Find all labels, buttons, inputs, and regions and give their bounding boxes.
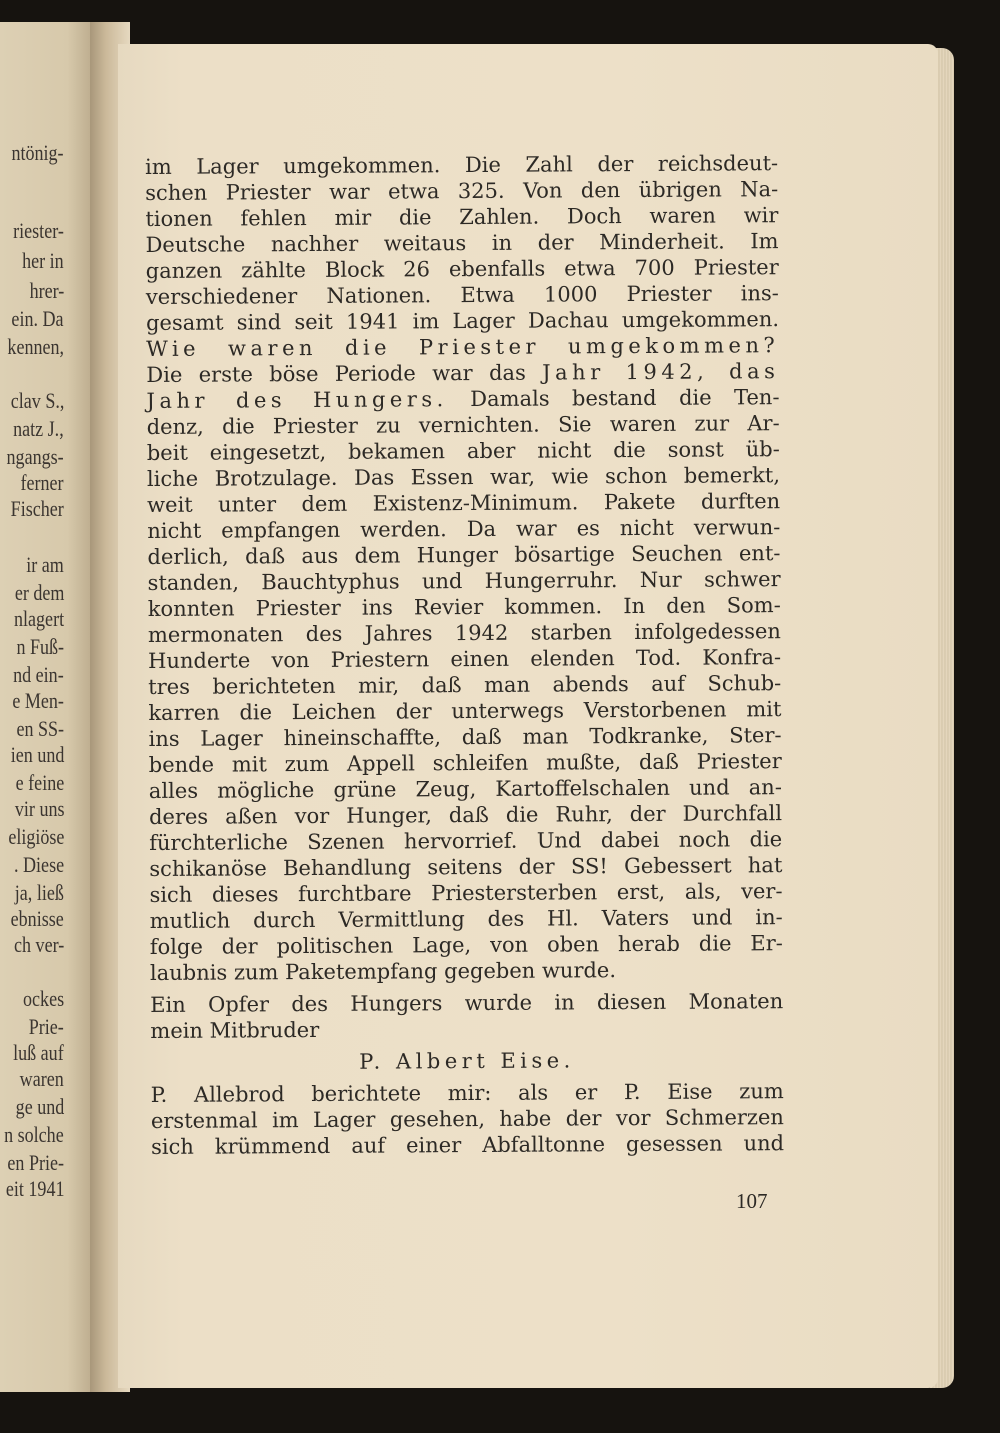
- body-line: tres berichteten mir, daß man abends auf Schub-: [148, 671, 782, 699]
- body-line: sich krümmend auf einer Abfalltonne gesessen und: [150, 1131, 785, 1159]
- left-page-fragment: e feine: [15, 770, 64, 795]
- body-line: ganzen zählte Block 26 ebenfalls etwa 700 Priester: [145, 255, 779, 283]
- body-line-mixed: [146, 384, 779, 414]
- left-page-fragment: en Prie-: [7, 1150, 64, 1175]
- body-line-mixed: [146, 358, 779, 388]
- hunger-line-rest: Damals bestand die Ten-: [470, 385, 780, 412]
- body-line: Deutsche nachher weitaus in der Minderheit. Im: [145, 229, 779, 257]
- left-page-fragment: nd ein-: [13, 662, 64, 687]
- left-page-fragment: kennen,: [7, 334, 64, 359]
- left-page-fragment: e Men-: [12, 688, 64, 713]
- body-line: denz, die Priester zu vernichten. Sie waren zur Ar-: [146, 411, 780, 439]
- body-line: sich dieses furchtbare Priestersterben erst, als, ver-: [149, 879, 783, 907]
- left-page-fragment: ien und: [10, 742, 64, 767]
- left-page-text-fragments: [0, 22, 96, 1392]
- left-page-fragment: natz J.,: [13, 416, 64, 441]
- body-line: Hunderte von Priestern einen elenden Tod. Konfra-: [148, 645, 782, 673]
- left-page-fragment: ein. Da: [11, 306, 64, 331]
- body-line: derlich, daß aus dem Hunger bösartige Seuchen ent-: [147, 541, 781, 569]
- body-line: tionen fehlen mir die Zahlen. Doch waren wir: [145, 203, 779, 231]
- person-name-spaced: P. Albert Eise.: [359, 1048, 575, 1074]
- body-line: folge der politischen Lage, von oben herab die Er-: [149, 931, 783, 959]
- body-line: fürchterliche Szenen hervorrief. Und dabei noch die: [149, 827, 783, 855]
- body-line: standen, Bauchtyphus und Hungerruhr. Nur schwer: [147, 567, 781, 595]
- body-line: bende mit zum Appell schleifen mußte, daß Priester: [148, 749, 782, 777]
- body-line: mermonaten des Jahres 1942 starben infolgedessen: [147, 619, 781, 647]
- body-line: mutlich durch Vermittlung des Hl. Vaters und in-: [149, 905, 783, 933]
- period-intro: Die erste böse Periode war das: [146, 360, 526, 387]
- left-page-fragment: n solche: [4, 1122, 64, 1147]
- body-line: nicht empfangen werden. Da war es nicht verwun-: [147, 515, 781, 543]
- left-page-fragment: . Diese: [13, 852, 64, 877]
- left-page-fragment: clav S.,: [10, 388, 64, 413]
- body-line: P. Allebrod berichtete mir: als er P. Eise zum: [150, 1079, 784, 1107]
- left-page-fragment: Fischer: [10, 496, 64, 521]
- left-page-fragment: ngangs-: [6, 444, 64, 469]
- left-page-fragment: en SS-: [16, 716, 64, 741]
- left-page-fragment: Prie-: [28, 1014, 64, 1039]
- body-line: beit eingesetzt, bekamen aber nicht die sonst üb-: [146, 437, 780, 465]
- left-facing-page: [0, 22, 96, 1392]
- body-line: laubnis zum Paketempfang gegeben wurde.: [149, 958, 617, 985]
- left-page-fragment: ockes: [22, 986, 64, 1011]
- left-page-fragment: er dem: [14, 580, 64, 605]
- page-number: 107: [736, 1189, 768, 1213]
- body-line: ins Lager hineinschaffte, daß man Todkranke, Ster-: [148, 723, 782, 751]
- body-line: deres aßen vor Hunger, daß die Ruhr, der Durchfall: [148, 801, 783, 829]
- left-page-fragment: n Fuß-: [16, 634, 64, 659]
- body-line: schen Priester war etwa 325. Von den übrigen Na-: [145, 177, 779, 205]
- page-body: [145, 150, 784, 1160]
- body-line: Ein Opfer des Hungers wurde in diesen Monaten: [150, 989, 784, 1017]
- left-page-fragment: waren: [19, 1066, 64, 1091]
- left-page-fragment: eligiöse: [7, 824, 64, 849]
- left-page-fragment: luß auf: [13, 1040, 64, 1065]
- body-line: konnten Priester ins Revier kommen. In den Som-: [147, 593, 781, 621]
- left-page-fragment: nlagert: [13, 606, 64, 631]
- body-line: schikanöse Behandlung seitens der SS! Gebessert hat: [149, 853, 783, 881]
- left-page-fragment: ir am: [26, 552, 64, 577]
- body-line: erstenmal im Lager gesehen, habe der vor Schmerzen: [150, 1105, 784, 1133]
- left-page-fragment: her in: [22, 248, 64, 273]
- body-line: gesamt sind seit 1941 im Lager Dachau umgekommen.: [145, 307, 780, 335]
- left-page-fragment: hrer-: [29, 278, 64, 303]
- body-line: verschiedener Nationen. Etwa 1000 Priester ins-: [145, 281, 779, 309]
- body-line: mein Mitbruder: [150, 1017, 320, 1043]
- left-page-fragment: ntönig-: [11, 140, 64, 165]
- body-line: karren die Leichen der unterwegs Verstorbenen mit: [148, 697, 782, 725]
- left-page-fragment: riester-: [13, 218, 64, 243]
- year-of-hunger-spaced: Jahr des Hungers.: [146, 387, 448, 413]
- body-line: weit unter dem Existenz-Minimum. Pakete durften: [147, 489, 781, 517]
- left-page-fragment: ch ver-: [13, 932, 64, 957]
- left-page-fragment: ferner: [20, 470, 64, 495]
- left-page-fragment: ge und: [15, 1094, 64, 1119]
- left-page-fragment: ebnisse: [10, 906, 64, 931]
- left-page-fragment: ja, ließ: [14, 880, 64, 905]
- left-page-fragment: vir uns: [14, 796, 64, 821]
- year-1942-spaced: Jahr 1942, das: [542, 359, 780, 385]
- left-page-fragment: eit 1941: [5, 1176, 64, 1201]
- body-line: im Lager umgekommen. Die Zahl der reichsdeut-: [145, 151, 779, 179]
- body-line: alles mögliche grüne Zeug, Kartoffelschalen und an-: [148, 775, 782, 803]
- body-line: liche Brotzulage. Das Essen war, wie schon bemerkt,: [146, 463, 781, 491]
- section-heading-spaced: Wie waren die Priester umgekommen?: [146, 333, 780, 361]
